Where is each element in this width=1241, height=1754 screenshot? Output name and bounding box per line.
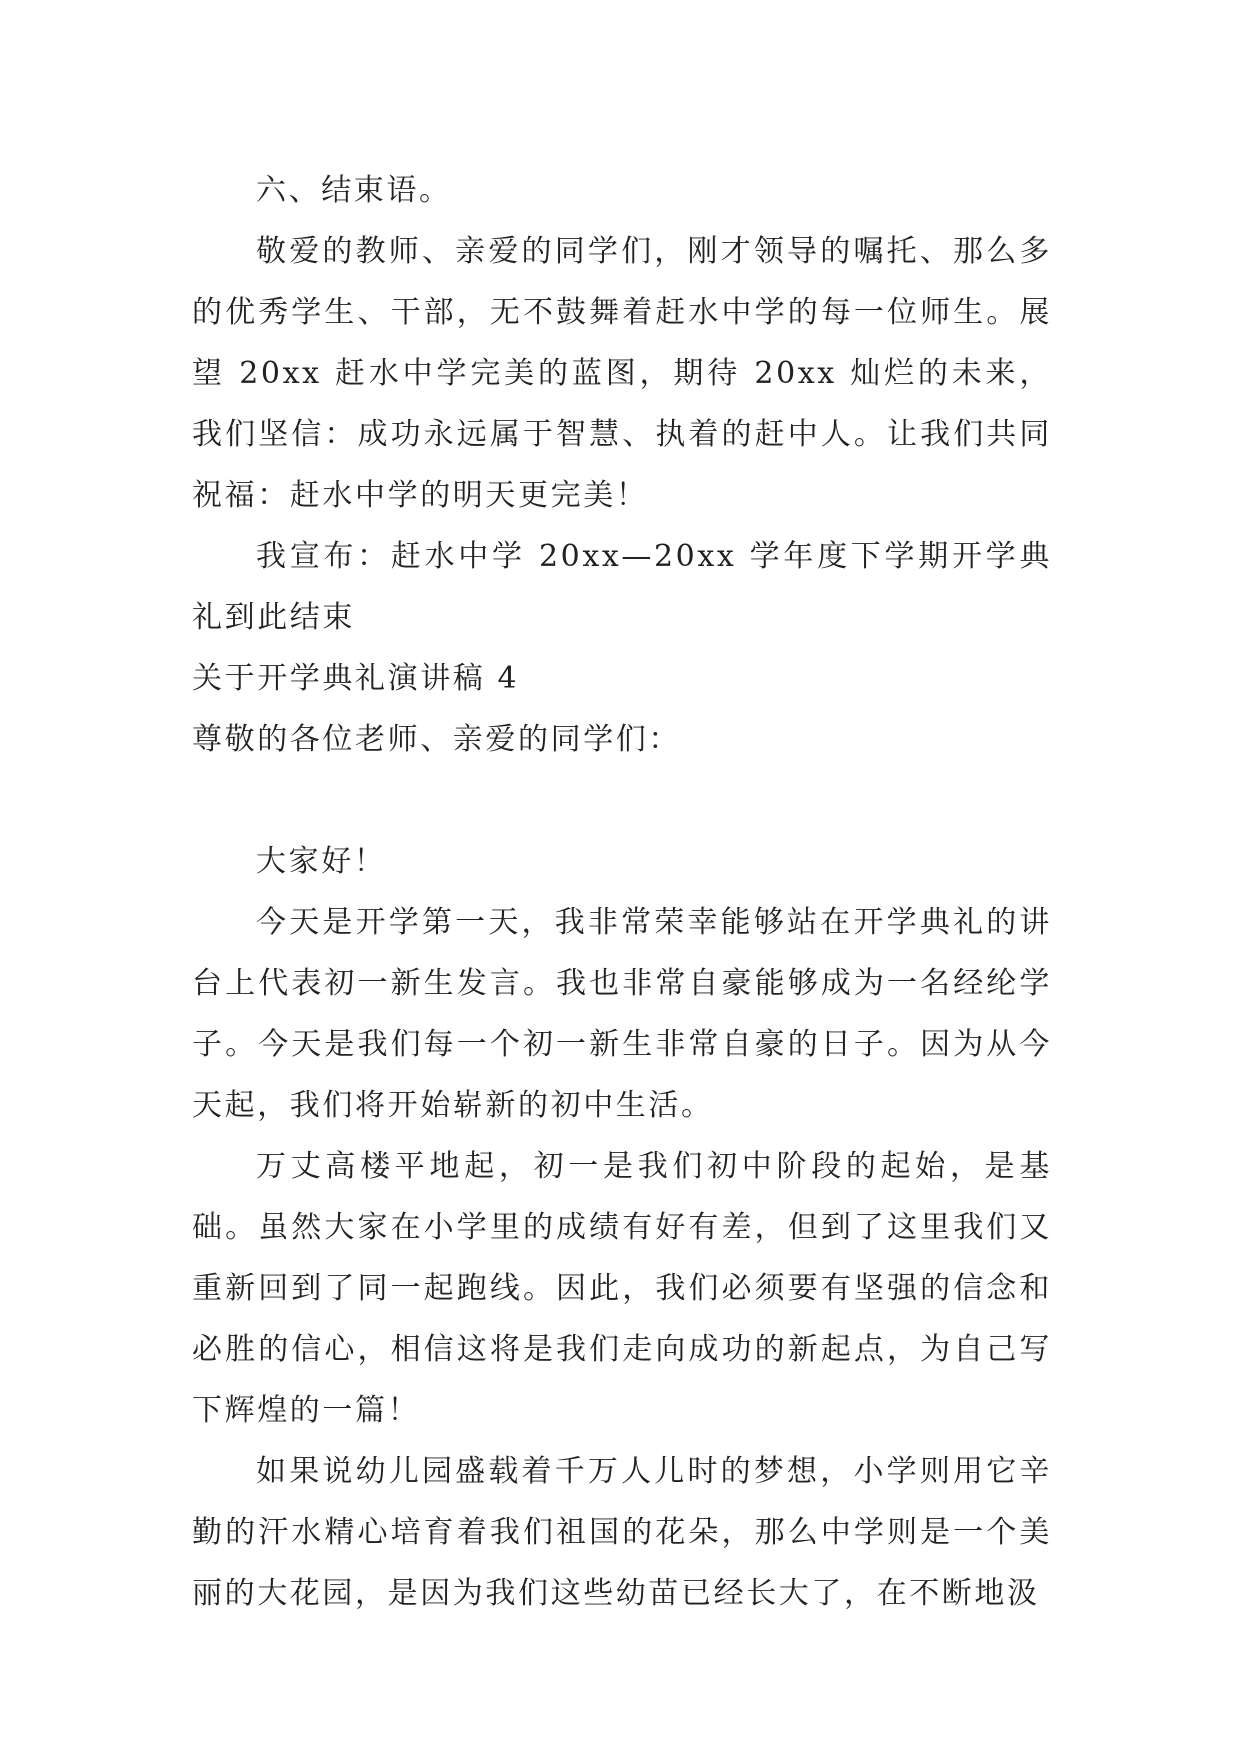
closing-paragraph: 敬爱的教师、亲爱的同学们，刚才领导的嘱托、那么多的优秀学生、干部，无不鼓舞着赶水中学的每一位师生。展望 20xx 赶水中学完美的蓝图，期待 20xx 灿烂的未来，我们坚信：成功永远属于智慧、执着的赶中人。让我们共同祝福：赶水中学的明天更完美！: [192, 234, 1052, 513]
body-paragraph-1: 今天是开学第一天，我非常荣幸能够站在开学典礼的讲台上代表初一新生发言。我也非常自豪能够成为一名经纶学子。今天是我们每一个初一新生非常自豪的日子。因为从今天起，我们将开始崭新的初中生活。: [192, 905, 1052, 1123]
blank-line: [192, 770, 1052, 831]
closing-announcement: 我宣布：赶水中学 20xx—20xx 学年度下学期开学典礼到此结束: [192, 539, 1052, 635]
document-page: [192, 160, 1052, 1624]
body-paragraph-3: 如果说幼儿园盛载着千万人儿时的梦想，小学则用它辛勤的汗水精心培育着我们祖国的花朵，那么中学则是一个美丽的大花园，是因为我们这些幼苗已经长大了，在不断地汲: [192, 1454, 1052, 1611]
body-paragraph-2: 万丈高楼平地起，初一是我们初中阶段的起始，是基础。虽然大家在小学里的成绩有好有差，但到了这里我们又重新回到了同一起跑线。因此，我们必须要有坚强的信念和必胜的信心，相信这将是我们走向成功的新起点，为自己写下辉煌的一篇！: [192, 1149, 1052, 1428]
speech-title: 关于开学典礼演讲稿 4: [192, 661, 520, 696]
section-heading: 六、结束语。: [256, 173, 452, 208]
salutation: 尊敬的各位老师、亲爱的同学们：: [192, 722, 681, 757]
greeting: 大家好！: [256, 844, 387, 879]
